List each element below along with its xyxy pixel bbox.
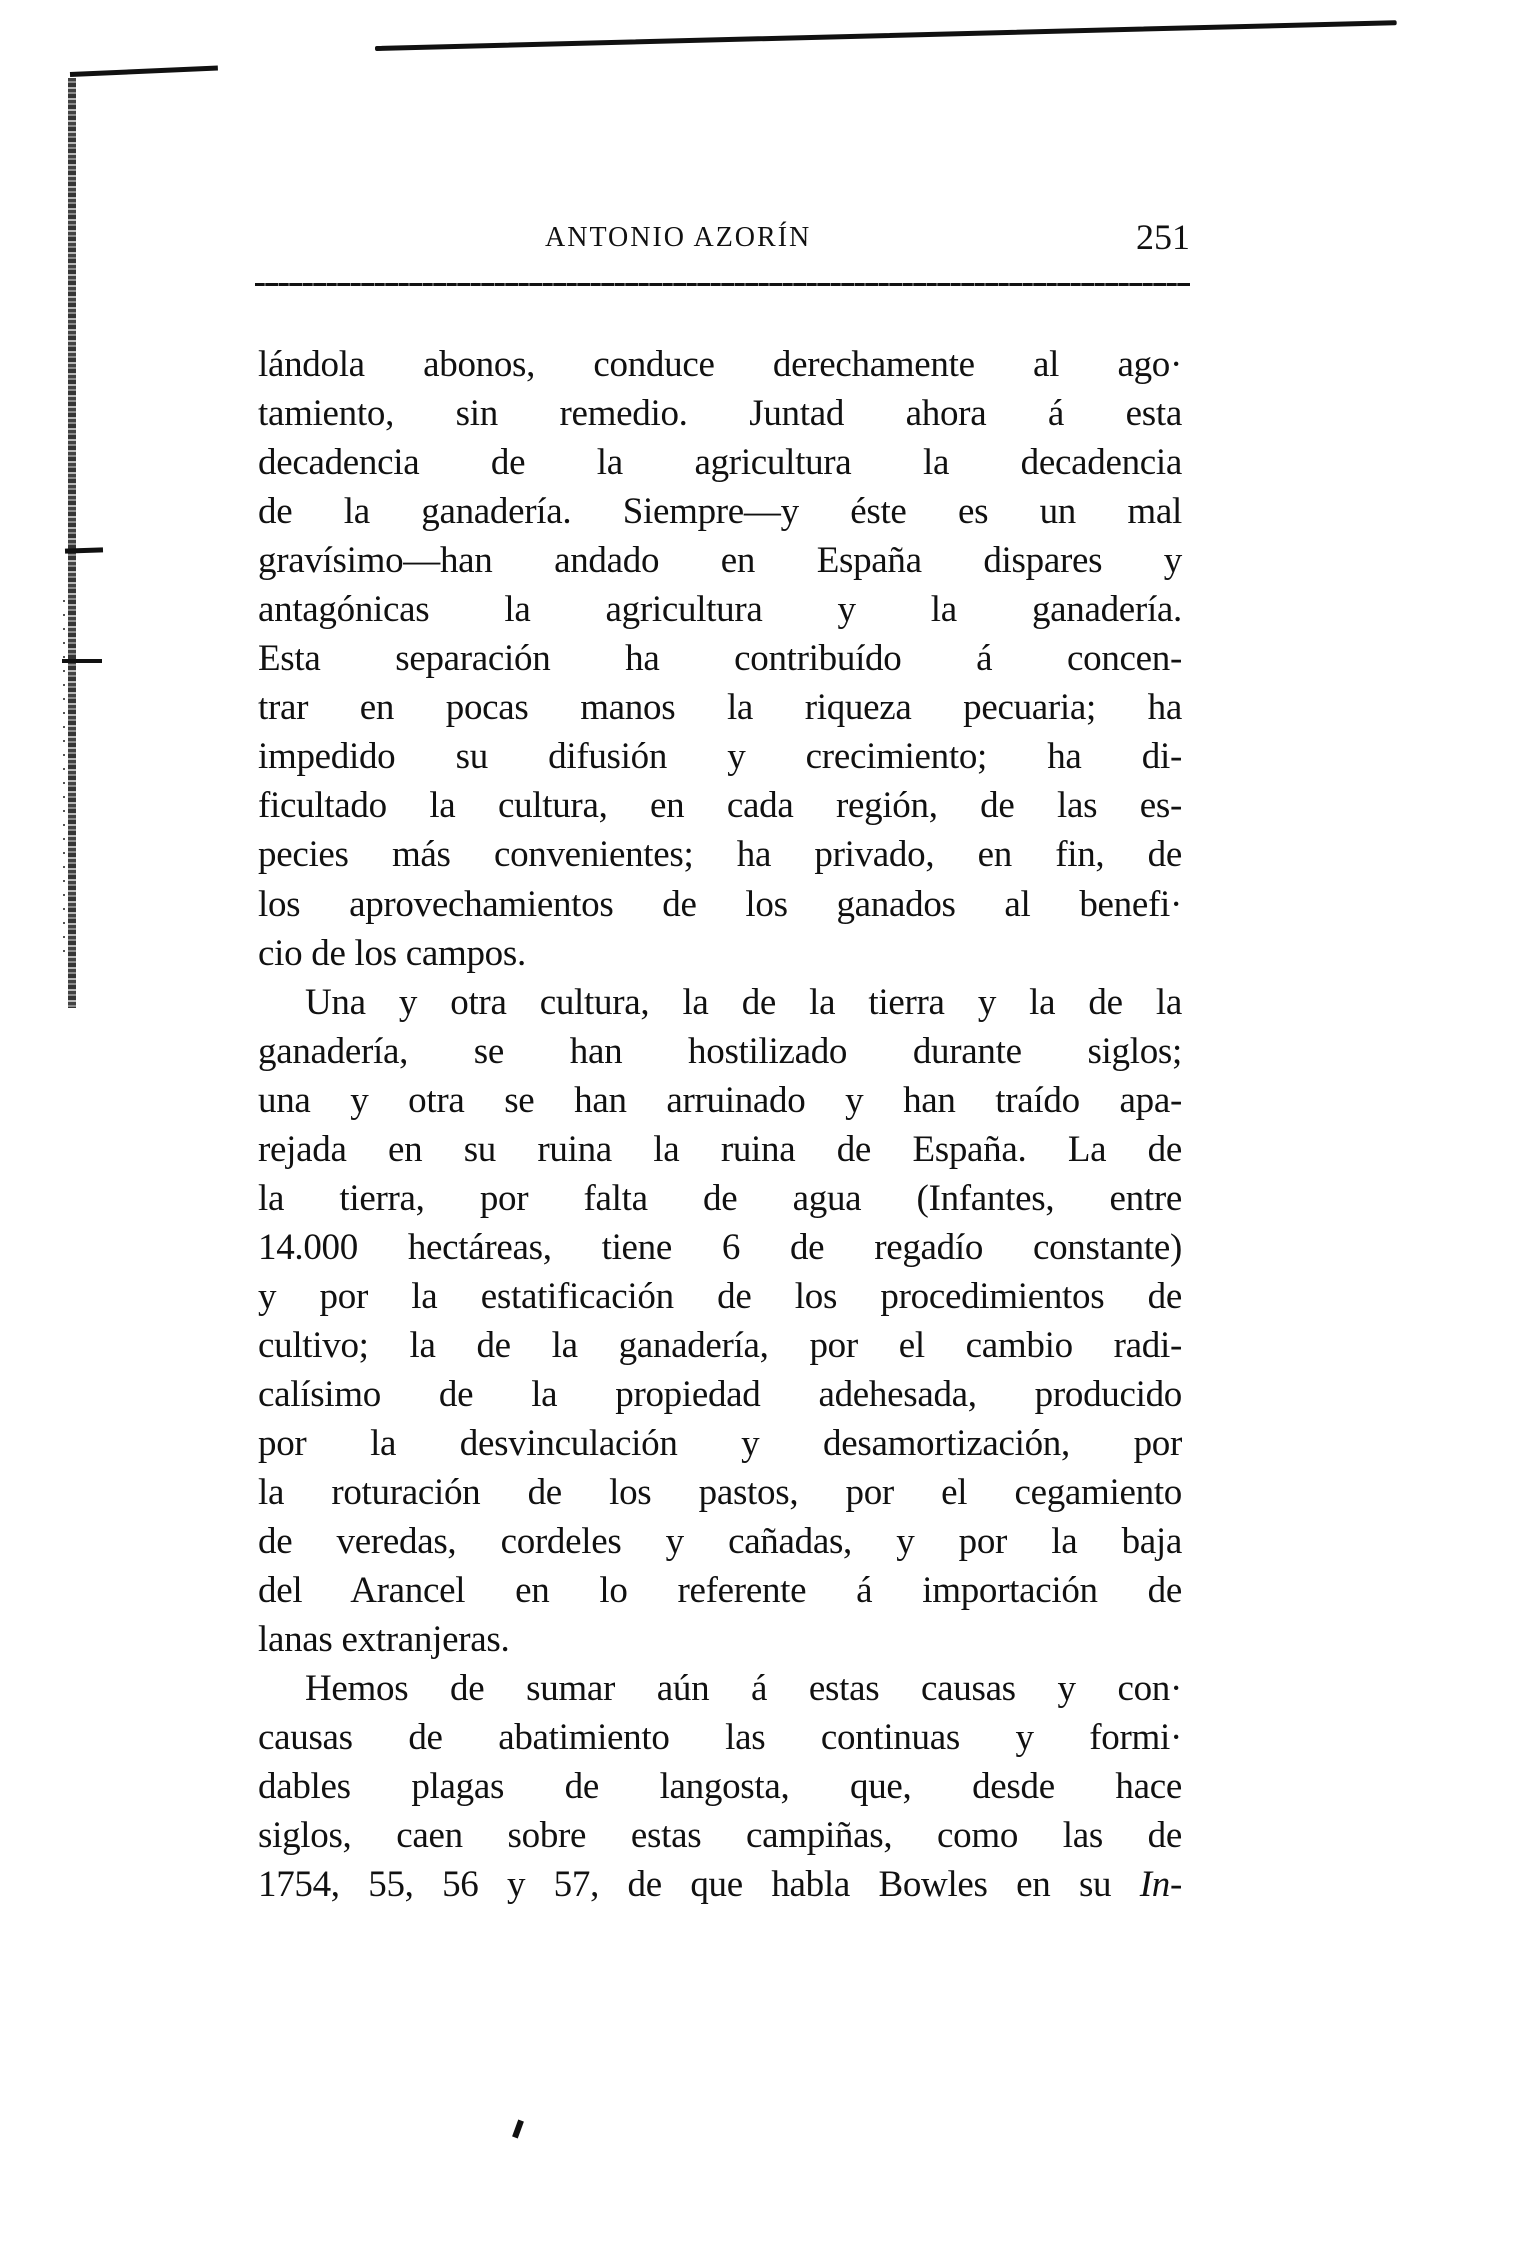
text-line-content: Esta separación ha contribuído á concen- <box>258 638 1182 680</box>
text-line-content: decadencia de la agricultura la decadencia <box>258 442 1182 484</box>
scan-binding-edge <box>68 78 76 1008</box>
text-line-content: de la ganadería. Siempre—y éste es un mal <box>258 491 1182 533</box>
text-line-content: causas de abatimiento las continuas y formi· <box>258 1717 1182 1759</box>
text-line <box>258 487 1182 536</box>
text-line <box>258 1860 1182 1909</box>
running-head-title: ANTONIO AZORÍN <box>545 222 812 253</box>
scan-page-edge-top <box>375 20 1397 51</box>
text-line <box>258 1370 1182 1419</box>
text-line-content: trar en pocas manos la riqueza pecuaria; ha <box>258 687 1182 729</box>
text-line-content: ficultado la cultura, en cada región, de las es- <box>258 785 1182 827</box>
scan-edge-mark <box>65 547 103 553</box>
text-line-content: siglos, caen sobre estas campiñas, como las de <box>258 1815 1182 1857</box>
text-line <box>258 634 1182 683</box>
body-text <box>258 340 1182 1910</box>
text-line-content: lanas extranjeras. <box>258 1619 510 1661</box>
text-line <box>258 1027 1182 1076</box>
text-line-content: Una y otra cultura, la de la tierra y la de la <box>305 981 1182 1023</box>
text-line-content: los aprovechamientos de los ganados al benefi· <box>258 883 1182 925</box>
italic-text: In- <box>1139 1864 1182 1906</box>
text-line-content: impedido su difusión y crecimiento; ha di- <box>258 736 1182 778</box>
scan-binding-edge-faint <box>63 600 65 960</box>
text-line <box>258 732 1182 781</box>
text-line <box>258 1468 1182 1517</box>
text-line-content: por la desvinculación y desamortización, por <box>258 1423 1182 1465</box>
text-line <box>258 781 1182 830</box>
text-line-content: tamiento, sin remedio. Juntad ahora á esta <box>258 393 1182 435</box>
text-line <box>258 340 1182 389</box>
text-line-content: de veredas, cordeles y cañadas, y por la baja <box>258 1521 1182 1563</box>
text-line-content: cultivo; la de la ganadería, por el cambio radi- <box>258 1324 1182 1366</box>
text-line-content: 1754, 55, 56 y 57, de que habla Bowles en su <box>258 1864 1140 1906</box>
text-line-content: lándola abonos, conduce derechamente al ago· <box>258 344 1182 385</box>
text-line <box>258 1272 1182 1321</box>
running-head <box>255 217 1190 266</box>
text-line-content: una y otra se han arruinado y han traído apa- <box>258 1079 1182 1121</box>
text-line-content: del Arancel en lo referente á importación de <box>258 1570 1182 1612</box>
text-line <box>258 1664 1182 1713</box>
scan-speck <box>512 2120 524 2139</box>
text-line-content: antagónicas la agricultura y la ganadería. <box>258 589 1182 631</box>
text-line <box>258 389 1182 438</box>
text-line-content: 14.000 hectáreas, tiene 6 de regadío constante) <box>258 1226 1182 1268</box>
text-line-content: Hemos de sumar aún á estas causas y con· <box>305 1668 1182 1710</box>
text-line-content: pecies más convenientes; ha privado, en fin, de <box>258 834 1182 876</box>
text-line-content: dables plagas de langosta, que, desde hace <box>258 1766 1182 1808</box>
text-line <box>258 585 1182 634</box>
text-line-content: la tierra, por falta de agua (Infantes, entre <box>258 1177 1182 1219</box>
text-line <box>258 1762 1182 1811</box>
text-line <box>258 1811 1182 1860</box>
scan-page-edge-top-left <box>70 66 218 77</box>
text-line <box>258 683 1182 732</box>
text-line-content: la roturación de los pastos, por el cegamiento <box>258 1472 1182 1514</box>
page-number: 251 <box>1136 217 1190 257</box>
text-line-content: ganadería, se han hostilizado durante siglos; <box>258 1030 1182 1072</box>
text-line <box>258 1566 1182 1615</box>
text-line-content: rejada en su ruina la ruina de España. La de <box>258 1128 1182 1170</box>
text-line-content: gravísimo—han andado en España dispares y <box>258 540 1182 582</box>
text-line <box>258 978 1182 1027</box>
text-line <box>258 929 1182 978</box>
text-line <box>258 830 1182 879</box>
text-line-content: cio de los campos. <box>258 932 526 974</box>
text-line <box>258 880 1182 929</box>
text-line <box>258 1223 1182 1272</box>
text-line <box>258 1517 1182 1566</box>
text-line <box>258 536 1182 585</box>
text-line <box>258 1174 1182 1223</box>
running-head-rule <box>255 283 1190 286</box>
text-line <box>258 1419 1182 1468</box>
text-line-content: calísimo de la propiedad adehesada, producido <box>258 1373 1182 1415</box>
text-line <box>258 1125 1182 1174</box>
text-line <box>258 438 1182 487</box>
text-line <box>258 1713 1182 1762</box>
text-line-content: y por la estatificación de los procedimientos de <box>258 1275 1182 1317</box>
scan-edge-mark <box>62 659 102 663</box>
text-line <box>258 1076 1182 1125</box>
text-line <box>258 1321 1182 1370</box>
text-line <box>258 1615 1182 1664</box>
